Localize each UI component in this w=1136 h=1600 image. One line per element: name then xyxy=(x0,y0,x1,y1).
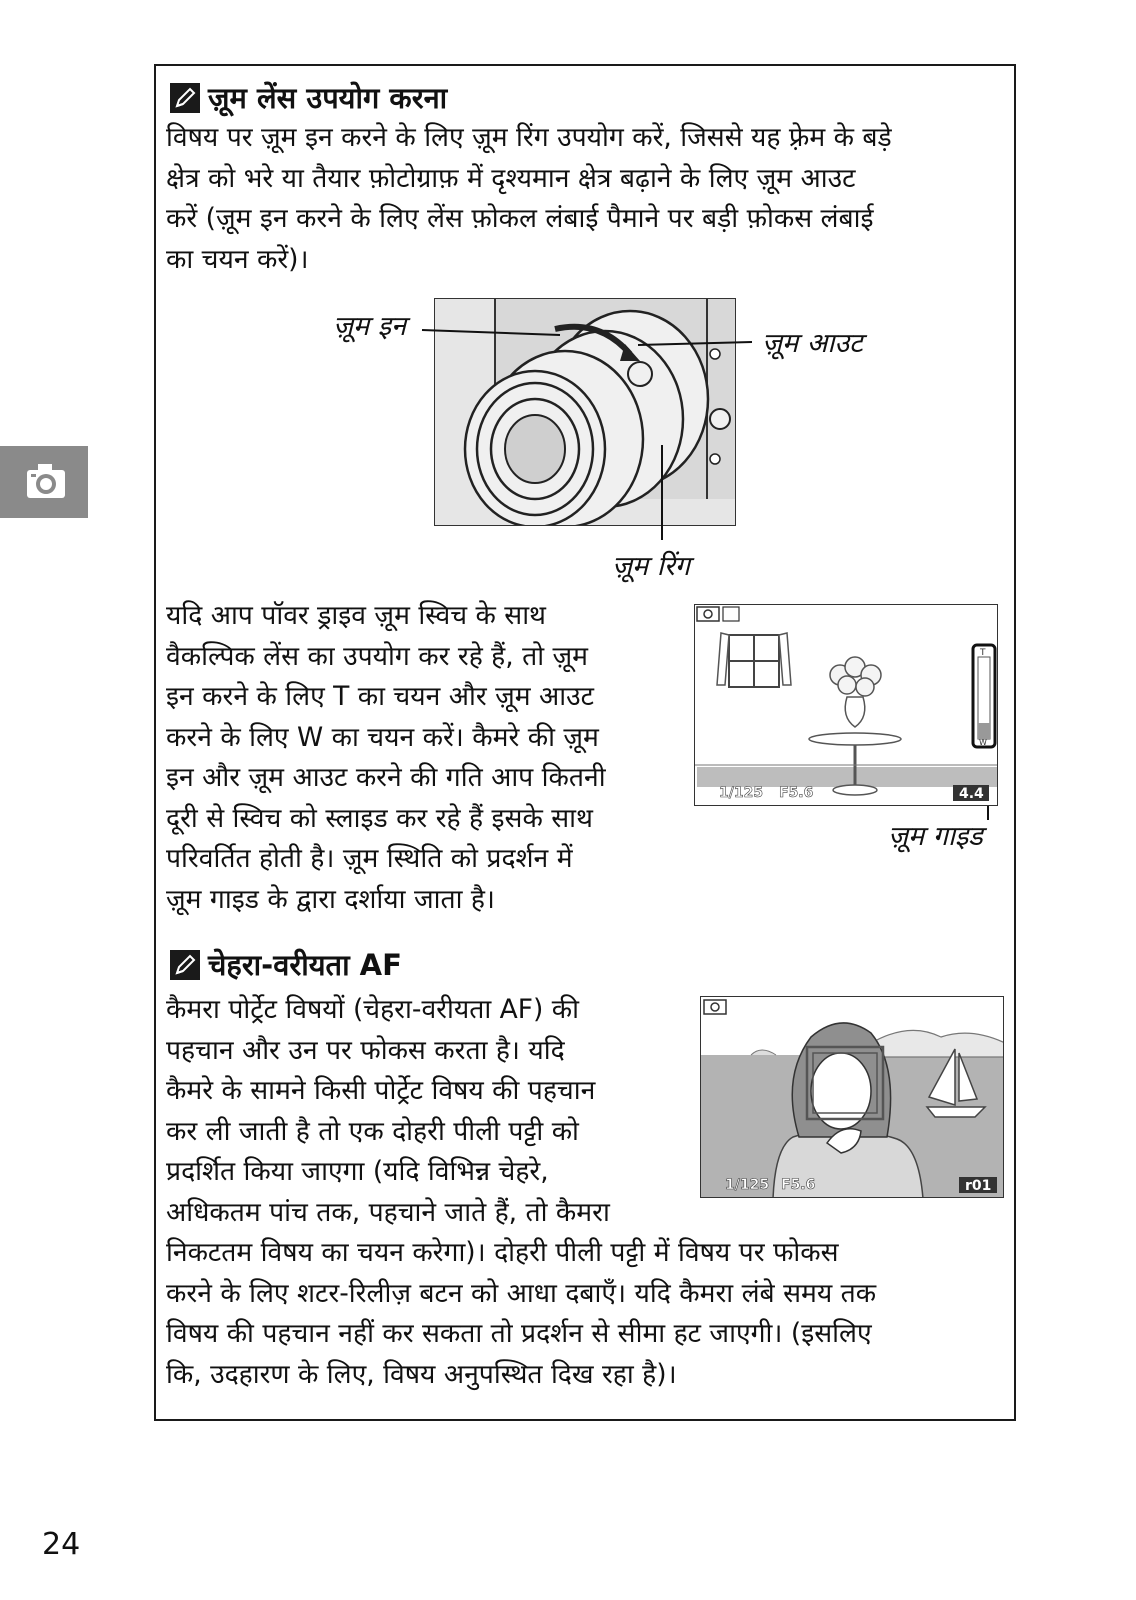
tele-marker: T xyxy=(980,648,986,658)
text-line: निकटतम विषय का चयन करेगा)। दोहरी पीली पट्टी में विषय पर फोकस xyxy=(166,1237,839,1268)
text-line: इन और ज़ूम आउट करने की गति आप कितनी xyxy=(166,762,606,793)
text-line: इन करने के लिए T का चयन और ज़ूम आउट xyxy=(166,681,594,712)
shutter-speed-readout: 1/125 xyxy=(725,1177,770,1193)
text-line: यदि आप पॉवर ड्राइव ज़ूम स्विच के साथ xyxy=(166,600,546,631)
face-priority-paragraph xyxy=(166,990,610,1233)
zoom-ring-label: ज़ूम रिंग xyxy=(612,551,690,582)
text-line: विषय पर ज़ूम इन करने के लिए ज़ूम रिंग उपयोग करें, जिससे यह फ़्रेम के बड़े xyxy=(166,122,892,153)
zoom-in-label: ज़ूम इन xyxy=(333,311,407,342)
text-line: विषय की पहचान नहीं कर सकता तो प्रदर्शन से सीमा हट जाएगी। (इसलिए xyxy=(166,1318,872,1349)
text-line: कैमरे के सामने किसी पोर्ट्रेट विषय की पहचान xyxy=(166,1075,596,1106)
text-line: पहचान और उन पर फोकस करता है। यदि xyxy=(166,1034,565,1066)
text-line: अधिकतम पांच तक, पहचाने जाते हैं, तो कैमरा xyxy=(166,1196,610,1228)
wide-marker: W xyxy=(979,738,987,747)
frame-count-readout: r01 xyxy=(965,1178,992,1194)
page-number: 24 xyxy=(42,1527,81,1562)
aperture-readout: F5.6 xyxy=(781,1177,816,1193)
text-line: परिवर्तित होती है। ज़ूम स्थिति को प्रदर्शन में xyxy=(166,843,573,874)
section-title: चेहरा-वरीयता AF xyxy=(208,947,402,982)
zoom-out-label: ज़ूम आउट xyxy=(762,328,863,359)
text-line: करें (ज़ूम इन करने के लिए लेंस फ़ोकल लंबाई पैमाने पर बड़ी फ़ोकस लंबाई xyxy=(166,203,874,234)
text-line: ज़ूम गाइड के द्वारा दर्शाया जाता है। xyxy=(166,883,495,915)
text-line: दूरी से स्विच को स्लाइड कर रहे हैं इसके साथ xyxy=(166,802,593,834)
text-line: क्षेत्र को भरे या तैयार फ़ोटोग्राफ़ में दृश्यमान क्षेत्र बढ़ाने के लिए ज़ूम आउट xyxy=(166,162,856,194)
text-line: करने के लिए शटर-रिलीज़ बटन को आधा दबाएँ। यदि कैमरा लंबे समय तक xyxy=(166,1277,877,1309)
pencil-note-icon xyxy=(170,950,200,980)
power-zoom-paragraph xyxy=(166,596,606,920)
text-line: कैमरा पोर्ट्रेट विषयों (चेहरा-वरीयता AF) की xyxy=(166,994,579,1025)
text-line: प्रदर्शित किया जाएगा (यदि विभिन्न चेहरे, xyxy=(166,1156,549,1187)
zoom-guide-screen xyxy=(694,604,998,806)
text-line: कर ली जाती है तो एक दोहरी पीली पट्टी को xyxy=(166,1115,579,1147)
text-line: वैकल्पिक लेंस का उपयोग कर रहे हैं, तो ज़ूम xyxy=(166,640,589,672)
zoom-guide-label: ज़ूम गाइड xyxy=(888,821,983,852)
aperture-readout: F5.6 xyxy=(779,785,814,801)
section-title: ज़ूम लेंस उपयोग करना xyxy=(208,80,448,115)
text-line: कि, उदहारण के लिए, विषय अनुपस्थित दिख रहा है)। xyxy=(166,1358,677,1390)
focal-length-readout: 4.4 xyxy=(959,786,984,802)
text-line: का चयन करें)। xyxy=(166,243,309,275)
section-heading-face-priority-af xyxy=(170,947,402,982)
face-priority-screen xyxy=(700,996,1004,1198)
text-line: करने के लिए W का चयन करें। कैमरे की ज़ूम xyxy=(166,721,599,753)
face-priority-paragraph-continued xyxy=(166,1233,876,1395)
shutter-speed-readout: 1/125 xyxy=(719,785,764,801)
